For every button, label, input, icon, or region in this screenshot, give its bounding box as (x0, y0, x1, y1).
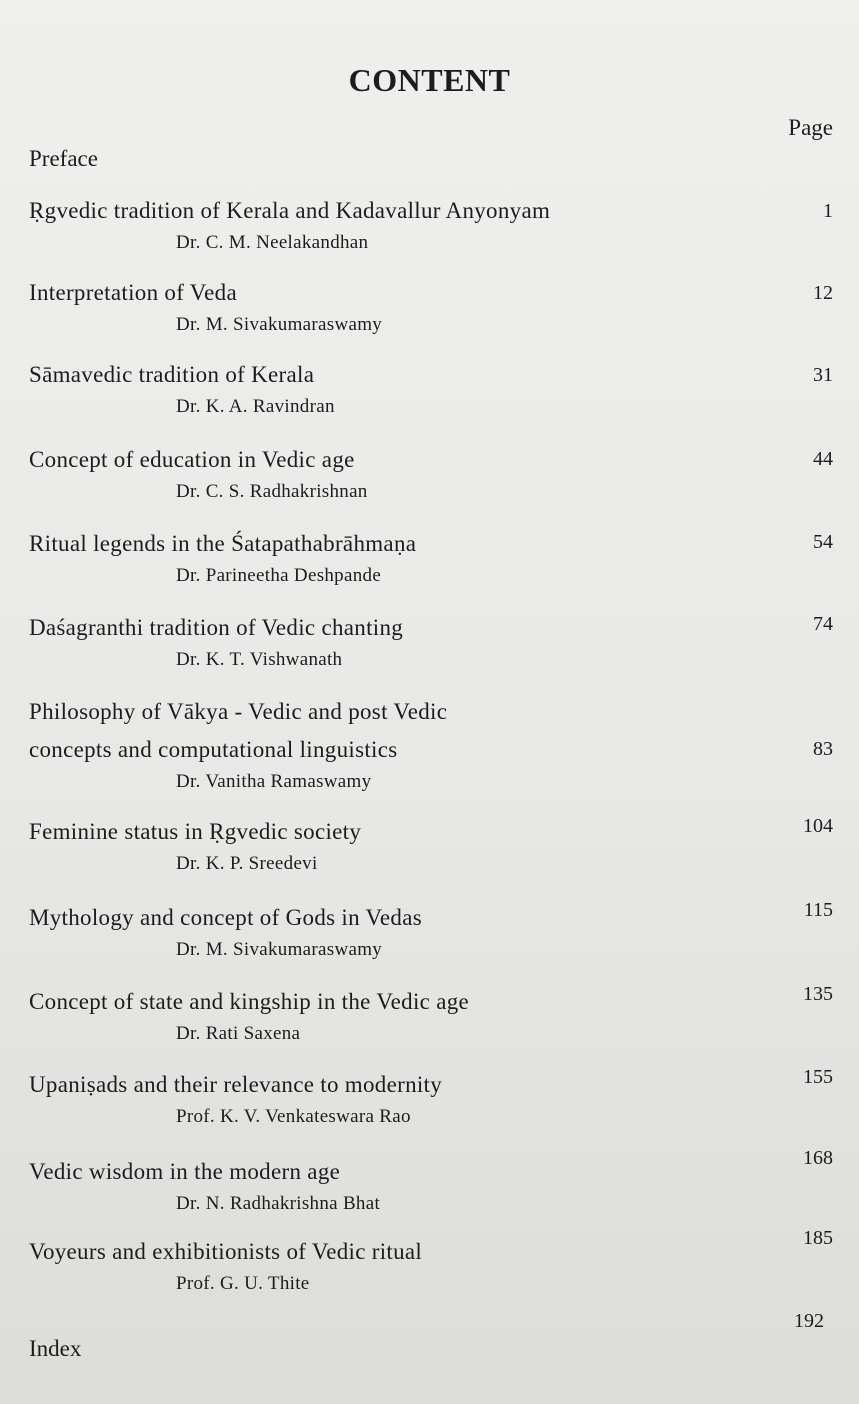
preface-label: Preface (29, 146, 98, 171)
toc-entry (29, 1227, 833, 1297)
entry-page-number: 185 (803, 1227, 833, 1249)
toc-entry (29, 813, 833, 877)
entry-author: Dr. K. A. Ravindran (176, 396, 335, 417)
entry-title: Upaniṣads and their relevance to modernity (29, 1072, 443, 1097)
entry-page-number: 1 (823, 200, 833, 222)
entry-title: Vedic wisdom in the modern age (29, 1159, 341, 1184)
toc-entry (29, 693, 833, 795)
entry-page-number: 83 (813, 738, 833, 760)
entry-title: Voyeurs and exhibitionists of Vedic ritual (29, 1239, 423, 1264)
entry-author: Dr. Parineetha Deshpande (176, 565, 382, 586)
page-column-label: Page (788, 115, 833, 140)
entry-author: Dr. Rati Saxena (176, 1023, 301, 1044)
entry-title: Mythology and concept of Gods in Vedas (29, 905, 422, 930)
entry-title-line-2: concepts and computational linguistics (29, 737, 398, 762)
entry-page-number: 31 (813, 364, 833, 386)
entry-author: Dr. C. S. Radhakrishnan (176, 481, 368, 502)
entry-page-number: 155 (803, 1066, 833, 1088)
entry-author: Prof. G. U. Thite (176, 1273, 310, 1294)
entry-page-number: 44 (813, 448, 833, 470)
entry-author: Dr. C. M. Neelakandhan (176, 232, 369, 253)
entry-author: Prof. K. V. Venkateswara Rao (176, 1106, 411, 1127)
entry-title: Ṛgvedic tradition of Kerala and Kadavallur Anyonyam (29, 198, 551, 223)
entry-title: Concept of state and kingship in the Vedic age (29, 989, 470, 1014)
toc-entry (29, 1147, 833, 1217)
toc-entry (29, 441, 833, 505)
entry-author: Dr. N. Radhakrishna Bhat (176, 1193, 381, 1214)
entry-title: Ritual legends in the Śatapathabrāhmaṇa (29, 531, 417, 556)
toc-entry (29, 356, 833, 420)
entry-title: Interpretation of Veda (29, 280, 237, 305)
index-page-number: 192 (794, 1310, 824, 1332)
toc-entry (29, 525, 833, 589)
index-label: Index (29, 1336, 82, 1361)
entry-title-line-1: Philosophy of Vākya - Vedic and post Vedic (29, 699, 448, 724)
entry-page-number: 115 (803, 899, 833, 921)
entry-title: Feminine status in Ṛgvedic society (29, 819, 362, 844)
entry-title: Concept of education in Vedic age (29, 447, 355, 472)
entry-author: Dr. M. Sivakumaraswamy (176, 314, 383, 335)
toc-entry (29, 609, 833, 673)
entry-author: Dr. M. Sivakumaraswamy (176, 939, 383, 960)
entry-page-number: 12 (813, 282, 833, 304)
toc-entry (29, 899, 833, 963)
entry-page-number: 104 (803, 815, 833, 837)
entry-author: Dr. K. P. Sreedevi (176, 853, 318, 874)
entry-author: Dr. Vanitha Ramaswamy (176, 771, 372, 792)
entry-page-number: 54 (813, 531, 833, 553)
entry-page-number: 135 (803, 983, 833, 1005)
entry-page-number: 168 (803, 1147, 833, 1169)
toc-entry (29, 192, 833, 256)
entry-title: Daśagranthi tradition of Vedic chanting (29, 615, 404, 640)
page-title: CONTENT (348, 62, 511, 98)
toc-entry (29, 1066, 833, 1130)
entry-page-number: 74 (813, 613, 833, 635)
entry-title: Sāmavedic tradition of Kerala (29, 362, 315, 387)
entry-author: Dr. K. T. Vishwanath (176, 649, 343, 670)
toc-entry (29, 983, 833, 1047)
toc-entry (29, 274, 833, 338)
